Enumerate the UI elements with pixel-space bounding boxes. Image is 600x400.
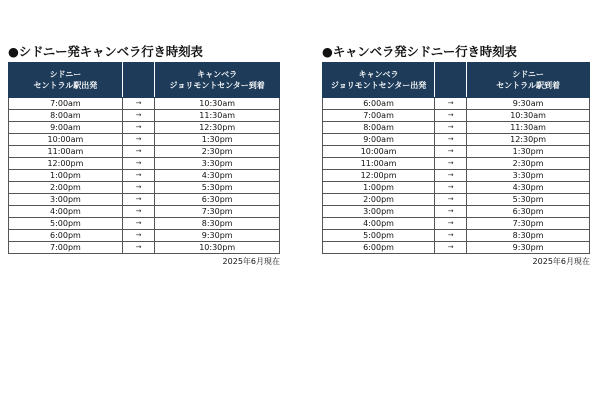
departure-time: 10:00am bbox=[9, 134, 123, 146]
arrow-right-icon: → bbox=[122, 170, 155, 182]
timetable-title: ●シドニー発キャンベラ行き時刻表 bbox=[8, 44, 203, 59]
arrival-time: 5:30pm bbox=[155, 182, 280, 194]
departure-time: 9:00am bbox=[323, 134, 435, 146]
arrow-right-icon: → bbox=[122, 242, 155, 254]
header-arrival bbox=[467, 63, 590, 98]
header-arrival-line1: シドニー bbox=[512, 70, 544, 79]
arrival-time: 8:30pm bbox=[155, 218, 280, 230]
arrival-time: 3:30pm bbox=[155, 158, 280, 170]
arrival-time: 12:30pm bbox=[155, 122, 280, 134]
table-row bbox=[323, 170, 590, 182]
table-row bbox=[9, 194, 280, 206]
timetable-sydney-to-canberra bbox=[8, 44, 280, 267]
table-row bbox=[323, 242, 590, 254]
header-arrival-line2: ジョリモントセンター到着 bbox=[169, 81, 265, 90]
arrow-right-icon: → bbox=[435, 110, 467, 122]
arrival-time: 6:30pm bbox=[467, 206, 590, 218]
as-of-note: 2025年6月現在 bbox=[222, 257, 280, 266]
header-arrival bbox=[155, 63, 280, 98]
table-row bbox=[323, 182, 590, 194]
arrow-right-icon: → bbox=[435, 170, 467, 182]
departure-time: 5:00pm bbox=[9, 218, 123, 230]
arrival-time: 8:30pm bbox=[467, 230, 590, 242]
arrival-time: 10:30pm bbox=[155, 242, 280, 254]
arrival-time: 2:30pm bbox=[467, 158, 590, 170]
table-row bbox=[9, 182, 280, 194]
departure-time: 7:00am bbox=[323, 110, 435, 122]
header-departure-line2: ジョリモントセンター出発 bbox=[330, 81, 427, 90]
arrow-right-icon: → bbox=[435, 98, 467, 110]
arrow-right-icon: → bbox=[122, 194, 155, 206]
table-row bbox=[323, 110, 590, 122]
arrival-time: 9:30pm bbox=[467, 242, 590, 254]
arrow-right-icon: → bbox=[435, 206, 467, 218]
table-row bbox=[9, 146, 280, 158]
departure-time: 12:00pm bbox=[323, 170, 435, 182]
arrival-time: 4:30pm bbox=[467, 182, 590, 194]
timetable-body bbox=[323, 98, 590, 254]
arrow-right-icon: → bbox=[122, 122, 155, 134]
timetable-title: ●キャンベラ発シドニー行き時刻表 bbox=[322, 44, 517, 59]
arrow-right-icon: → bbox=[435, 158, 467, 170]
arrow-right-icon: → bbox=[435, 194, 467, 206]
arrow-right-icon: → bbox=[122, 158, 155, 170]
arrow-right-icon: → bbox=[435, 146, 467, 158]
table-row bbox=[323, 158, 590, 170]
header-departure bbox=[9, 63, 123, 98]
arrow-right-icon: → bbox=[122, 206, 155, 218]
arrival-time: 9:30am bbox=[467, 98, 590, 110]
arrow-right-icon: → bbox=[122, 218, 155, 230]
departure-time: 1:00pm bbox=[9, 170, 123, 182]
arrival-time: 2:30pm bbox=[155, 146, 280, 158]
header-departure-line1: シドニー bbox=[49, 70, 82, 79]
timetable-table bbox=[322, 62, 590, 254]
header-arrow-column bbox=[122, 63, 155, 98]
table-row bbox=[323, 194, 590, 206]
arrival-time: 1:30pm bbox=[155, 134, 280, 146]
arrow-right-icon: → bbox=[435, 182, 467, 194]
departure-time: 2:00pm bbox=[9, 182, 123, 194]
departure-time: 4:00pm bbox=[9, 206, 123, 218]
departure-time: 1:00pm bbox=[323, 182, 435, 194]
arrow-right-icon: → bbox=[122, 98, 155, 110]
arrival-time: 9:30pm bbox=[155, 230, 280, 242]
table-row bbox=[323, 218, 590, 230]
table-row bbox=[323, 122, 590, 134]
table-row bbox=[9, 110, 280, 122]
arrow-right-icon: → bbox=[435, 242, 467, 254]
departure-time: 3:00pm bbox=[9, 194, 123, 206]
arrival-time: 11:30am bbox=[467, 122, 590, 134]
table-row bbox=[323, 230, 590, 242]
table-row bbox=[9, 230, 280, 242]
departure-time: 2:00pm bbox=[323, 194, 435, 206]
arrow-right-icon: → bbox=[122, 110, 155, 122]
timetable-canberra-to-sydney bbox=[322, 44, 590, 267]
departure-time: 8:00am bbox=[323, 122, 435, 134]
header-arrival-line2: セントラル駅到着 bbox=[496, 81, 560, 90]
arrival-time: 7:30pm bbox=[467, 218, 590, 230]
departure-time: 6:00pm bbox=[323, 242, 435, 254]
departure-time: 4:00pm bbox=[323, 218, 435, 230]
arrow-right-icon: → bbox=[122, 182, 155, 194]
header-departure bbox=[323, 63, 435, 98]
timetable-body bbox=[9, 98, 280, 254]
table-row bbox=[323, 146, 590, 158]
departure-time: 9:00am bbox=[9, 122, 123, 134]
departure-time: 7:00pm bbox=[9, 242, 123, 254]
departure-time: 6:00pm bbox=[9, 230, 123, 242]
table-row bbox=[9, 242, 280, 254]
arrival-time: 5:30pm bbox=[467, 194, 590, 206]
arrow-right-icon: → bbox=[435, 122, 467, 134]
header-arrival-line1: キャンベラ bbox=[197, 70, 238, 79]
arrival-time: 12:30pm bbox=[467, 134, 590, 146]
departure-time: 8:00am bbox=[9, 110, 123, 122]
arrow-right-icon: → bbox=[435, 218, 467, 230]
departure-time: 11:00am bbox=[323, 158, 435, 170]
arrival-time: 11:30am bbox=[155, 110, 280, 122]
arrow-right-icon: → bbox=[122, 134, 155, 146]
table-row bbox=[9, 170, 280, 182]
arrival-time: 10:30am bbox=[467, 110, 590, 122]
arrow-right-icon: → bbox=[435, 134, 467, 146]
arrival-time: 1:30pm bbox=[467, 146, 590, 158]
timetable-table bbox=[8, 62, 280, 254]
departure-time: 10:00am bbox=[323, 146, 435, 158]
arrival-time: 10:30am bbox=[155, 98, 280, 110]
table-header-row bbox=[9, 63, 280, 98]
departure-time: 5:00pm bbox=[323, 230, 435, 242]
departure-time: 7:00am bbox=[9, 98, 123, 110]
table-row bbox=[9, 134, 280, 146]
arrow-right-icon: → bbox=[122, 230, 155, 242]
arrow-right-icon: → bbox=[435, 230, 467, 242]
header-arrow-column bbox=[435, 63, 467, 98]
departure-time: 11:00am bbox=[9, 146, 123, 158]
arrow-right-icon: → bbox=[122, 146, 155, 158]
departure-time: 6:00am bbox=[323, 98, 435, 110]
header-departure-line2: セントラル駅出発 bbox=[33, 81, 98, 90]
arrival-time: 4:30pm bbox=[155, 170, 280, 182]
as-of-note: 2025年6月現在 bbox=[532, 257, 590, 266]
table-row bbox=[323, 134, 590, 146]
table-row bbox=[9, 218, 280, 230]
table-row bbox=[323, 206, 590, 218]
arrival-time: 6:30pm bbox=[155, 194, 280, 206]
table-row bbox=[9, 122, 280, 134]
table-row bbox=[9, 158, 280, 170]
header-departure-line1: キャンベラ bbox=[358, 70, 399, 79]
table-header-row bbox=[323, 63, 590, 98]
departure-time: 12:00pm bbox=[9, 158, 123, 170]
table-row bbox=[9, 206, 280, 218]
arrival-time: 7:30pm bbox=[155, 206, 280, 218]
departure-time: 3:00pm bbox=[323, 206, 435, 218]
table-row bbox=[9, 98, 280, 110]
arrival-time: 3:30pm bbox=[467, 170, 590, 182]
table-row bbox=[323, 98, 590, 110]
